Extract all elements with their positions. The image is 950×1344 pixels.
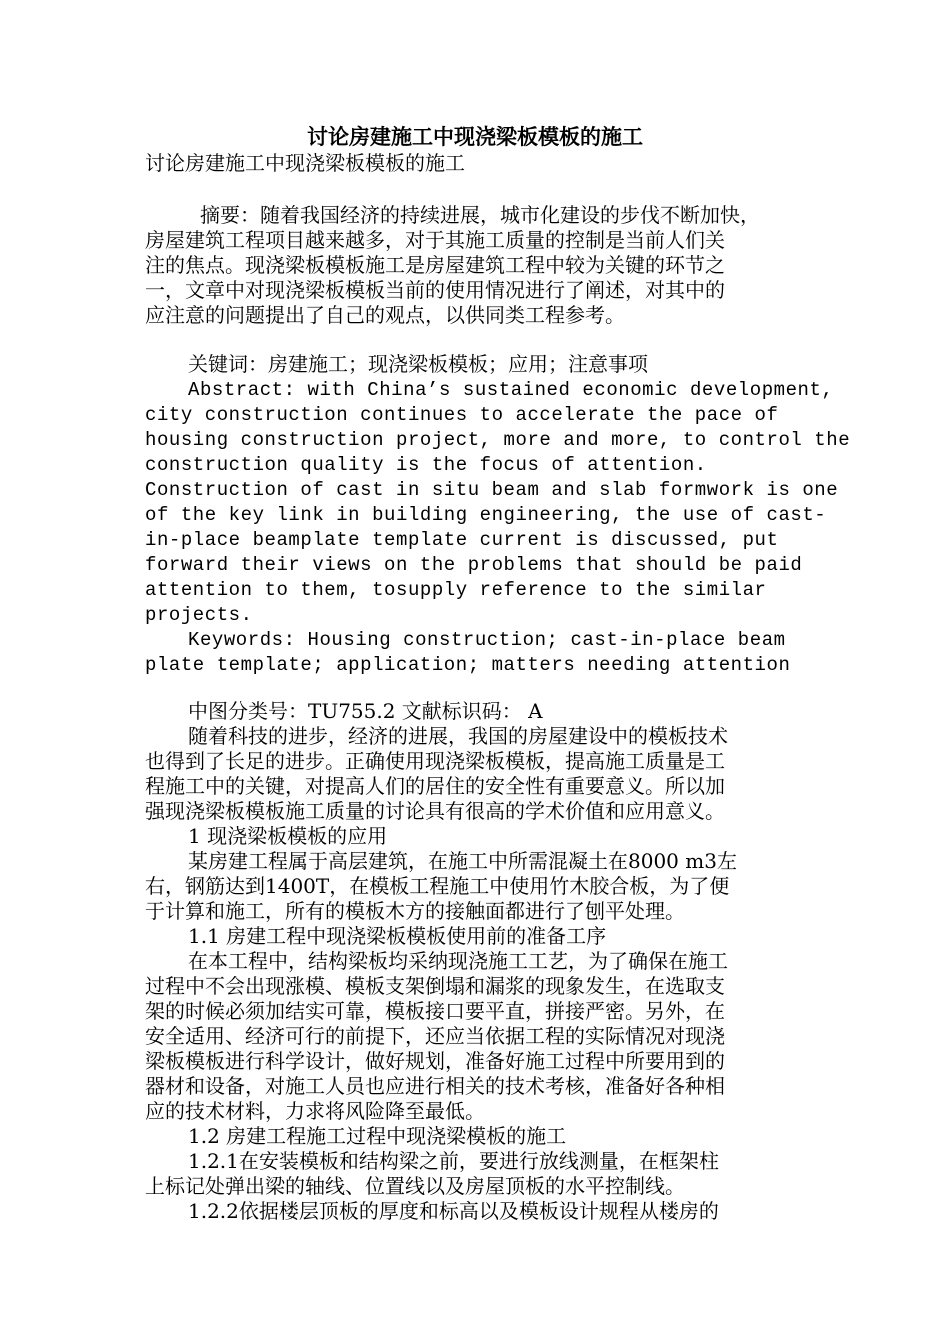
- intro-line: 强现浇梁板模板施工质量的讨论具有很高的学术价值和应用意义。: [145, 799, 725, 823]
- abstract-cn-line: 房屋建筑工程项目越来越多，对于其施工质量的控制是当前人们关: [145, 228, 725, 252]
- section-1-1-line: 过程中不会出现涨模、模板支架倒塌和漏浆的现象发生，在选取支: [145, 974, 725, 998]
- abstract-cn-line: 注的焦点。现浇梁板模板施工是房屋建筑工程中较为关键的环节之: [145, 253, 725, 277]
- section-1-line: 于计算和施工，所有的模板木方的接触面都进行了刨平处理。: [145, 899, 685, 923]
- section-1-1-line: 在本工程中，结构梁板均采纳现浇施工工艺，为了确保在施工: [188, 949, 728, 973]
- classification-line: 中图分类号：TU755.2 文献标识码： A: [188, 699, 543, 723]
- section-1-line: 某房建工程属于高层建筑，在施工中所需混凝土在8000 m3左: [188, 849, 737, 873]
- abstract-en-line: housing construction project, more and more, to control the: [145, 429, 851, 451]
- abstract-en-line: of the key link in building engineering, the use of cast-: [145, 504, 827, 526]
- section-1-1-line: 梁板模板进行科学设计，做好规划，准备好施工过程中所要用到的: [145, 1049, 725, 1073]
- keywords-en-line: plate template; application; matters needing attention: [145, 654, 791, 676]
- abstract-en-line: city construction continues to accelerate the pace of: [145, 404, 779, 426]
- abstract-en-line: attention to them, tosupply reference to the similar: [145, 579, 767, 601]
- abstract-en-line: construction quality is the focus of attention.: [145, 454, 707, 476]
- keywords-cn: 关键词：房建施工；现浇梁板模板；应用；注意事项: [188, 352, 648, 376]
- section-1-heading: 1 现浇梁板模板的应用: [188, 824, 388, 848]
- section-1-1-heading: 1.1 房建工程中现浇梁板模板使用前的准备工序: [188, 924, 607, 948]
- section-1-2-1-line: 1.2.1在安装模板和结构梁之前，要进行放线测量，在框架柱: [188, 1149, 719, 1173]
- section-1-2-1-line: 上标记处弹出梁的轴线、位置线以及房屋顶板的水平控制线。: [145, 1174, 685, 1198]
- document-subtitle: 讨论房建施工中现浇梁板模板的施工: [145, 151, 465, 175]
- intro-line: 程施工中的关键，对提高人们的居住的安全性有重要意义。所以加: [145, 774, 725, 798]
- section-1-1-line: 架的时候必须加结实可靠，模板接口要平直，拼接严密。另外，在: [145, 999, 725, 1023]
- document-title: 讨论房建施工中现浇梁板模板的施工: [307, 125, 643, 149]
- abstract-en-line: forward their views on the problems that should be paid: [145, 554, 803, 576]
- section-1-1-line: 器材和设备，对施工人员也应进行相关的技术考核，准备好各种相: [145, 1074, 725, 1098]
- section-1-2-heading: 1.2 房建工程施工过程中现浇梁模板的施工: [188, 1124, 567, 1148]
- section-1-line: 右，钢筋达到1400T，在模板工程施工中使用竹木胶合板，为了便: [145, 874, 730, 898]
- intro-line: 随着科技的进步，经济的进展，我国的房屋建设中的模板技术: [188, 724, 728, 748]
- section-1-1-line: 应的技术材料，力求将风险降至最低。: [145, 1099, 485, 1123]
- abstract-cn-line: 摘要：随着我国经济的持续进展，城市化建设的步伐不断加快，: [200, 203, 760, 227]
- intro-line: 也得到了长足的进步。正确使用现浇梁板模板，提高施工质量是工: [145, 749, 725, 773]
- abstract-en-line: Abstract: with China’s sustained economic development,: [188, 379, 834, 401]
- abstract-en-line: in-place beamplate template current is discussed, put: [145, 529, 779, 551]
- abstract-cn-line: 一，文章中对现浇梁板模板当前的使用情况进行了阐述，对其中的: [145, 278, 725, 302]
- keywords-en-line: Keywords: Housing construction; cast-in-place beam: [188, 629, 786, 651]
- abstract-en-line: Construction of cast in situ beam and slab formwork is one: [145, 479, 839, 501]
- section-1-2-2-line: 1.2.2依据楼层顶板的厚度和标高以及模板设计规程从楼房的: [188, 1199, 719, 1223]
- abstract-en-line: projects.: [145, 604, 253, 626]
- section-1-1-line: 安全适用、经济可行的前提下，还应当依据工程的实际情况对现浇: [145, 1024, 725, 1048]
- abstract-cn-line: 应注意的问题提出了自己的观点，以供同类工程参考。: [145, 303, 625, 327]
